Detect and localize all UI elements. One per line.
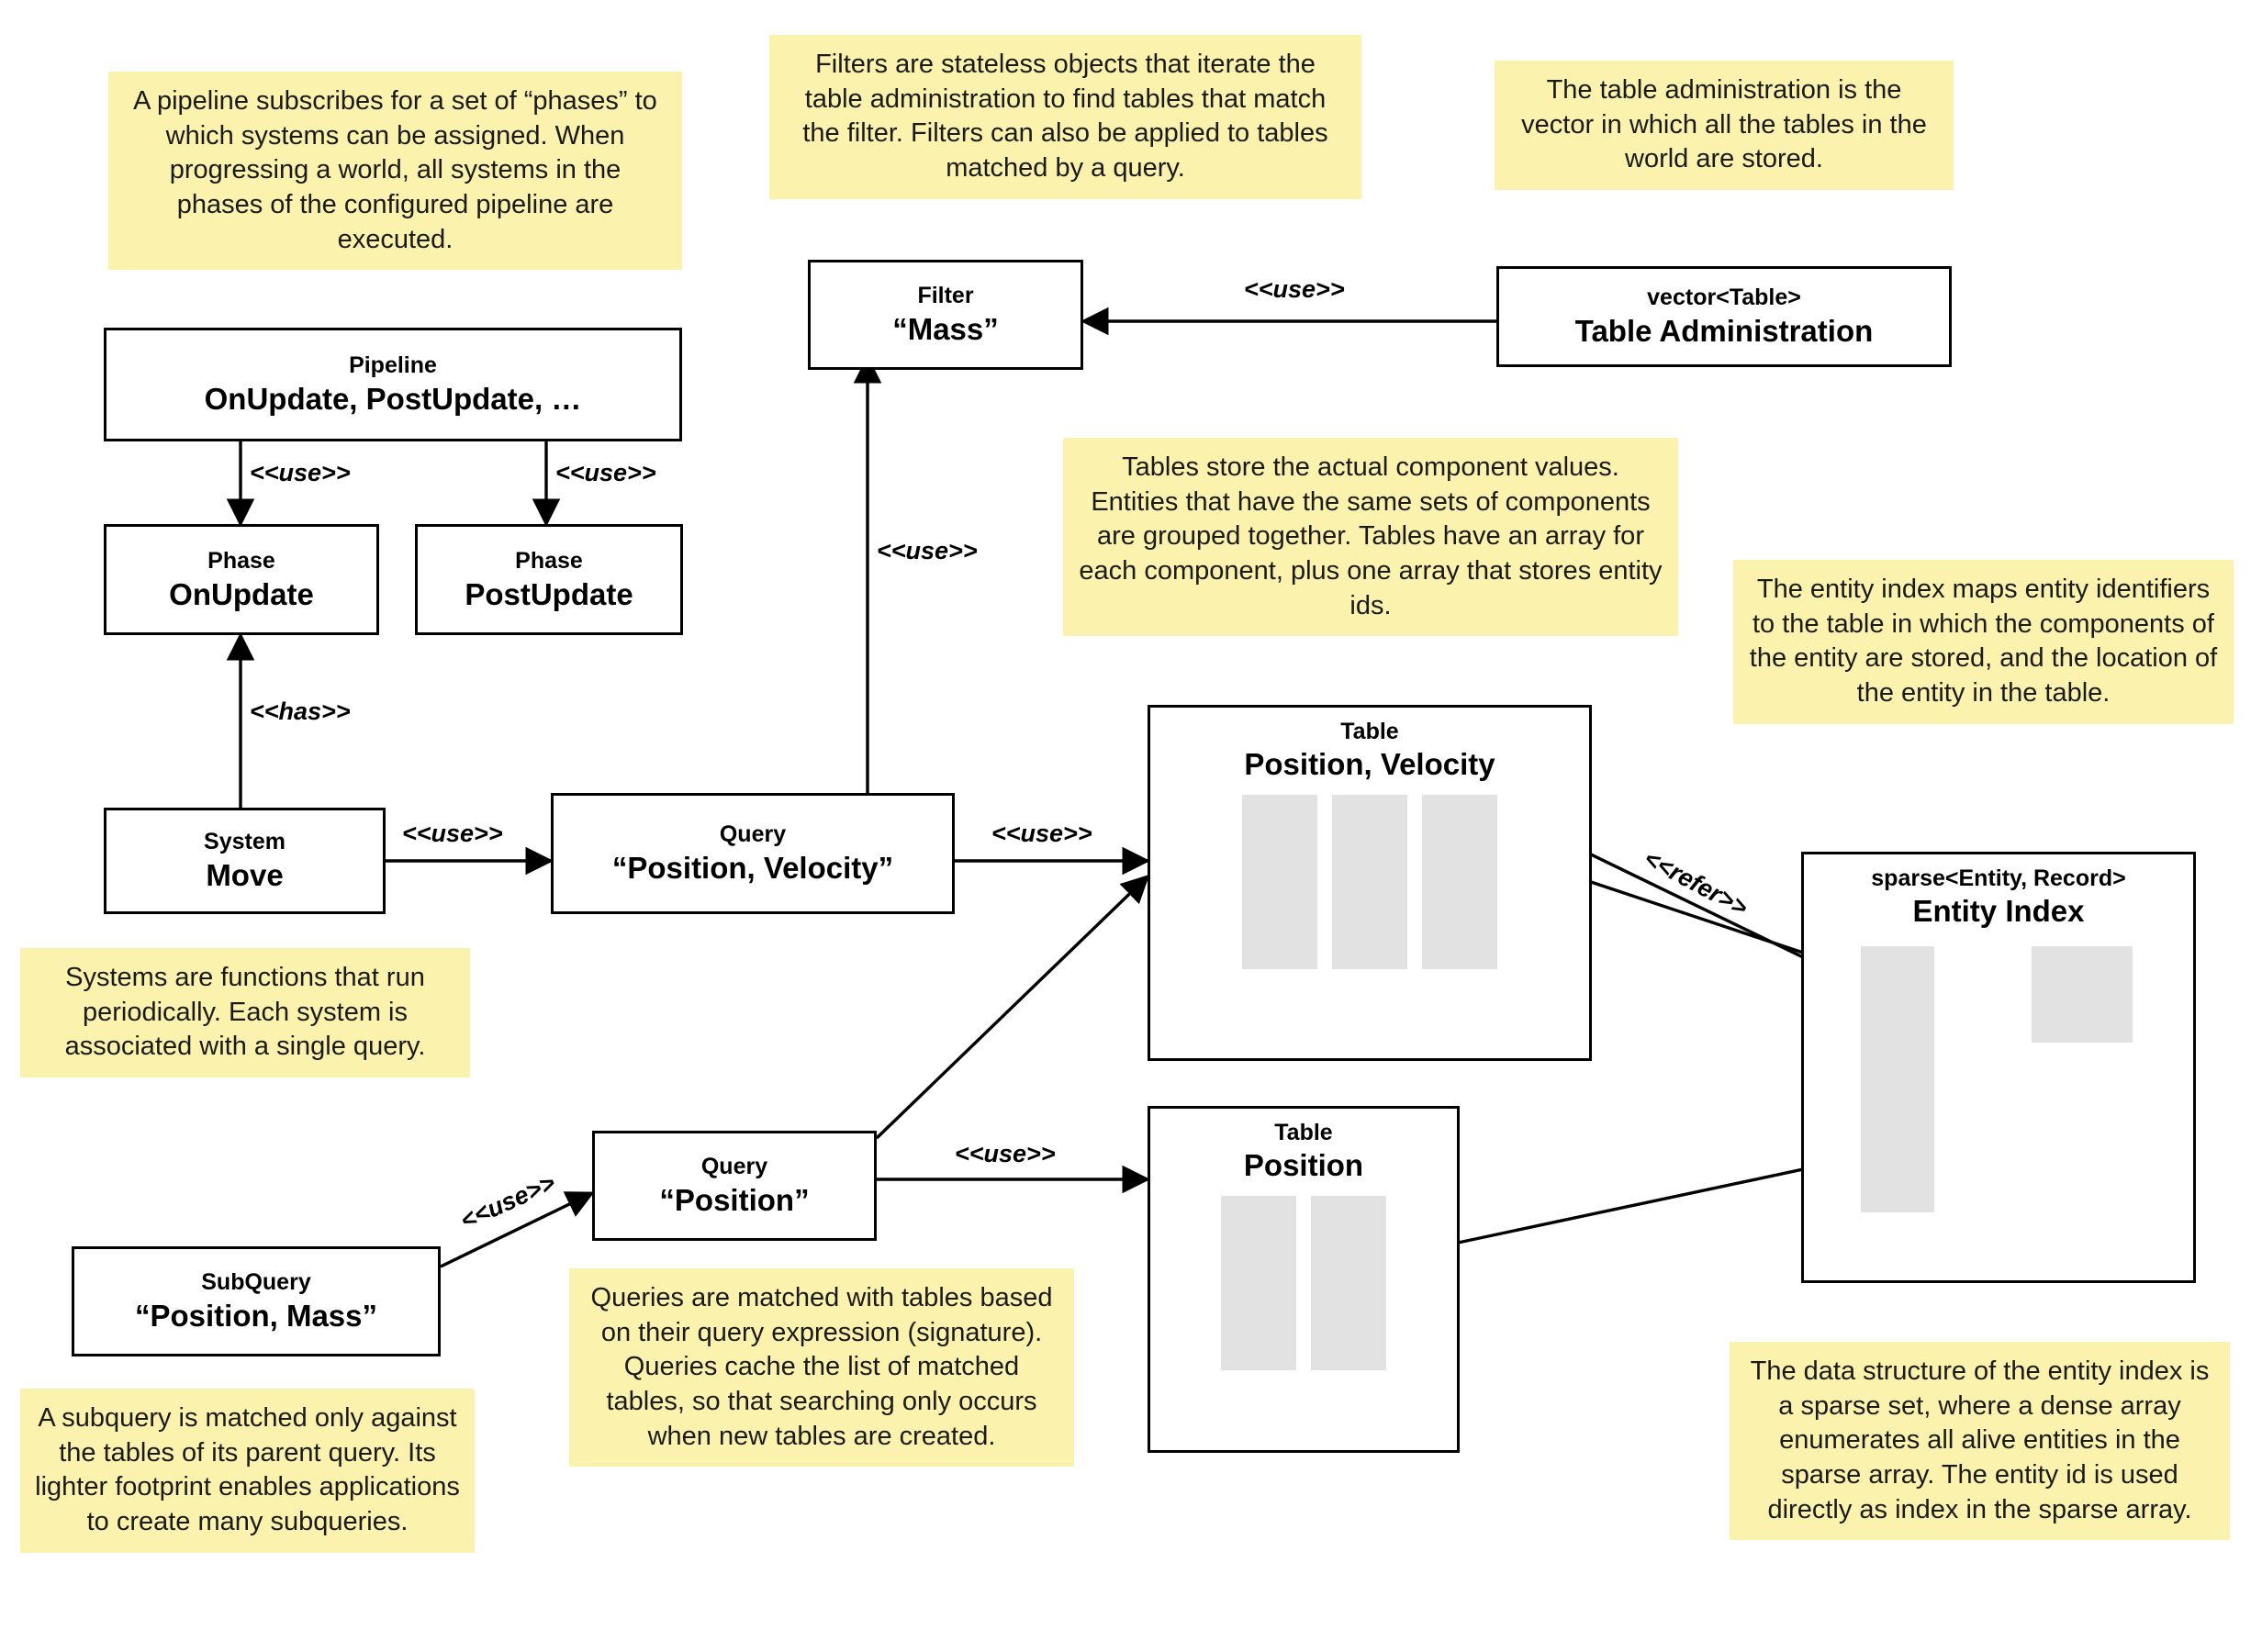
node-phase-onupdate-stereotype: Phase [207,547,275,574]
note-entity-index: The entity index maps entity identifiers to the table in which the components of the entity are stored, and the location of the entity in the table. [1733,560,2234,724]
node-filter-mass-stereotype: Filter [917,283,974,309]
node-query-position-velocity-stereotype: Query [719,821,787,848]
table-position-velocity-columns [1150,795,1589,969]
edge-label-entity-index-table: <<refer>> [1639,844,1752,922]
edge-label-subquery-query: <<use>> [456,1168,560,1235]
table-column [1332,795,1407,969]
node-subquery-name: “Position, Mass” [134,1299,378,1334]
node-table-administration[interactable] [1496,266,1952,367]
note-sparse-set: The data structure of the entity index is a sparse set, where a dense array enumerates all alive entities in the sparse array. The entity id is used directly as index in the sparse array. [1730,1342,2230,1540]
node-table-administration-stereotype: vector<Table> [1647,285,1801,311]
node-system-move[interactable] [104,808,386,914]
node-entity-index[interactable] [1801,852,2196,1283]
node-pipeline-stereotype: Pipeline [349,352,437,379]
entity-index-sparse-array [2032,946,2133,1043]
table-position-name: Position [1243,1148,1364,1182]
node-pipeline-name: OnUpdate, PostUpdate, … [204,382,582,417]
table-column [1422,795,1497,969]
node-subquery-position-mass[interactable] [72,1246,441,1356]
node-query-position-name: “Position” [659,1183,810,1218]
note-pipeline: A pipeline subscribes for a set of “phases” to which systems can be assigned. When progressing a world, all systems in the phases of the configured pipeline are executed. [108,72,682,270]
entity-index-stereotype: sparse<Entity, Record> [1871,865,2126,891]
table-position-stereotype: Table [1274,1120,1333,1145]
table-position-velocity-header [1150,708,1589,782]
entity-index-dense-array [1861,946,1934,1212]
node-phase-postupdate-name: PostUpdate [465,576,633,611]
note-queries: Queries are matched with tables based on their query expression (signature). Queries cache the list of matched tables, so that searching only occurs when new tables are created. [569,1268,1074,1467]
table-column [1311,1196,1386,1370]
table-position-velocity-name: Position, Velocity [1244,747,1495,781]
node-phase-onupdate-name: OnUpdate [169,576,314,611]
table-column [1221,1196,1296,1370]
node-table-position[interactable] [1148,1106,1460,1453]
node-phase-onupdate[interactable] [104,524,379,635]
node-phase-postupdate[interactable] [415,524,683,635]
edge-label-system-query: <<use>> [402,820,503,847]
note-subquery: A subquery is matched only against the tables of its parent query. Its lighter footprint enables applications to create many subqueries. [20,1389,475,1553]
node-query-position[interactable] [592,1131,877,1241]
edge-label-admin-filter: <<use>> [1244,275,1345,303]
table-column [1242,795,1317,969]
node-system-move-stereotype: System [204,829,286,855]
node-query-position-stereotype: Query [700,1154,768,1180]
node-subquery-stereotype: SubQuery [201,1269,311,1296]
note-table-administration: The table administration is the vector in which all the tables in the world are stored. [1495,61,1954,190]
node-table-position-velocity[interactable] [1148,705,1592,1061]
edge-label-query-table: <<use>> [991,820,1092,847]
note-filter: Filters are stateless objects that iterate the table administration to find tables that match the filter. Filters can also be applied to tables matched by a query. [769,35,1361,199]
table-position-columns [1150,1196,1457,1370]
edge-label-filter-query: <<use>> [877,537,978,564]
table-position-header [1150,1109,1457,1183]
edge-label-query-position-table: <<use>> [955,1140,1056,1167]
edge-label-system-phase: <<has>> [250,698,351,725]
entity-index-name: Entity Index [1912,894,2085,928]
entity-index-header [1804,854,2193,929]
note-tables: Tables store the actual component values. Entities that have the same sets of components are grouped together. Tables have an array for each component, plus one array that stores entity ids. [1063,438,1678,636]
node-pipeline[interactable] [104,328,682,441]
node-system-move-name: Move [206,858,284,893]
note-systems: Systems are functions that run periodically. Each system is associated with a single query. [20,948,470,1077]
edge-label-pipeline-onupdate: <<use>> [250,459,351,486]
table-position-velocity-stereotype: Table [1340,719,1399,744]
edge-label-pipeline-postupdate: <<use>> [555,459,656,486]
node-query-position-velocity-name: “Position, Velocity” [611,851,894,886]
node-query-position-velocity[interactable] [551,793,955,914]
node-phase-postupdate-stereotype: Phase [515,547,583,574]
node-filter-mass[interactable] [808,260,1083,370]
node-table-administration-name: Table Administration [1574,314,1874,349]
node-filter-mass-name: “Mass” [892,312,999,347]
